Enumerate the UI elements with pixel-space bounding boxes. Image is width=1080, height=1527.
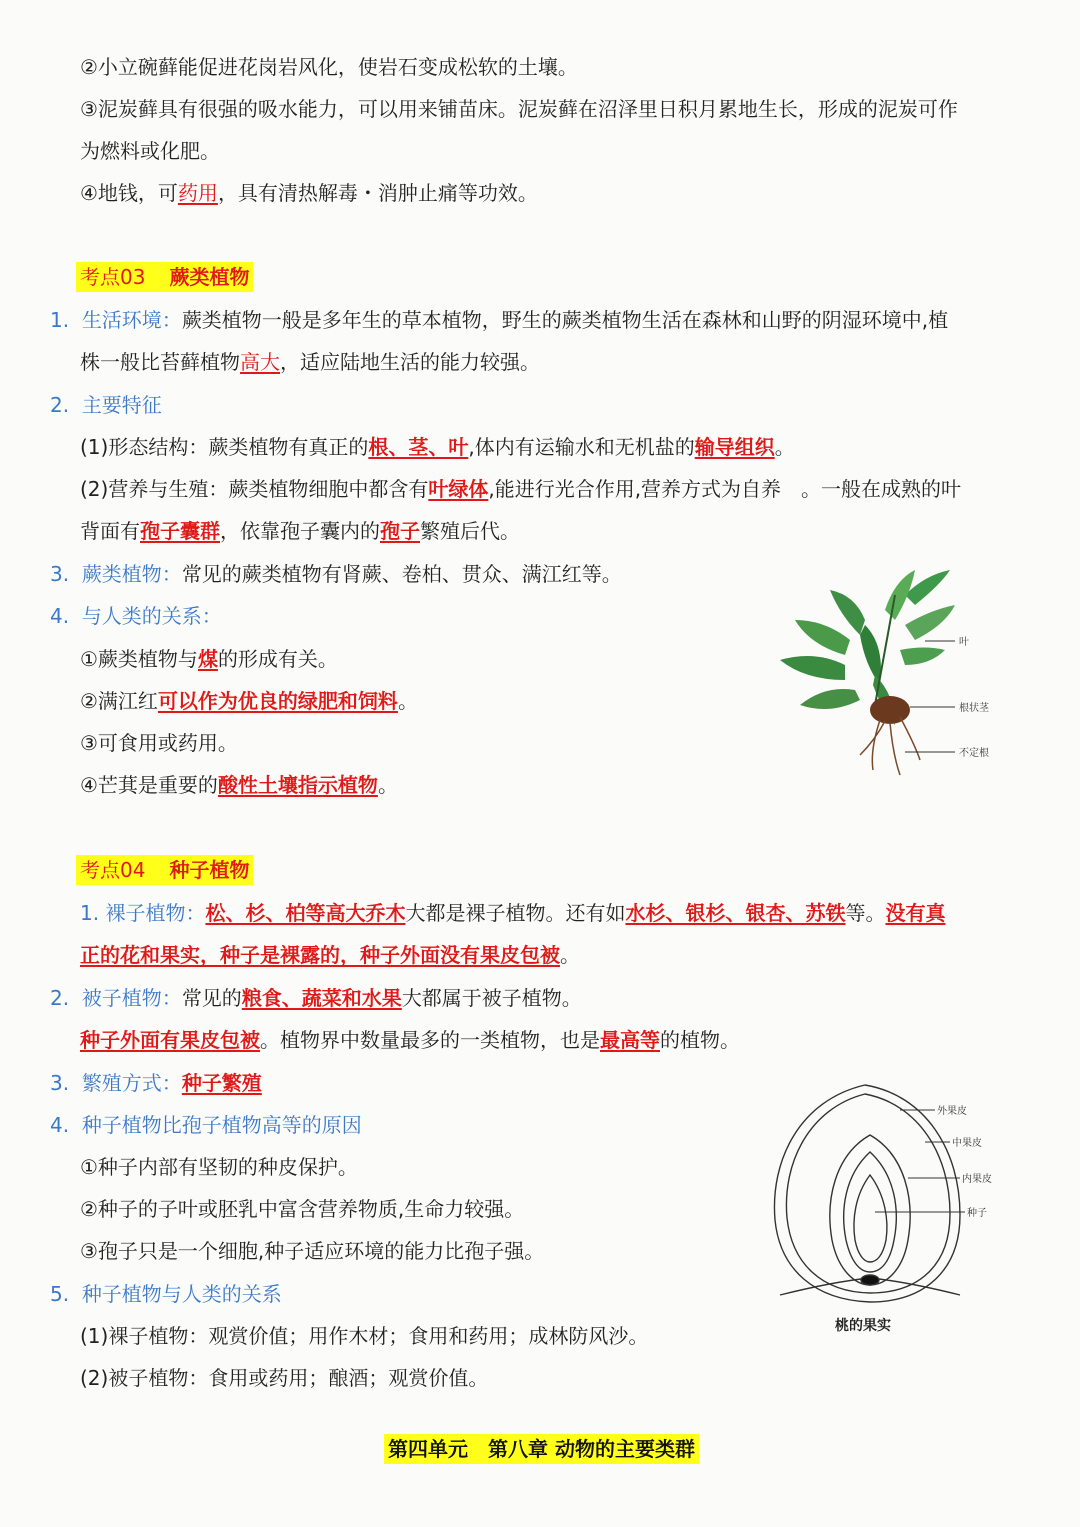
text-line: ③泥炭藓具有很强的吸水能力，可以用来铺苗床。泥炭藓在沼泽里日积月累地生长，形成的泥炭可作 [80, 97, 958, 121]
text: ②满江红 [80, 689, 158, 713]
item-number: 5. [50, 1282, 70, 1306]
label-endocarp: 内果皮 [962, 1174, 992, 1185]
key-term: 药用 [177, 181, 218, 205]
item-heading: 被子植物： [81, 986, 182, 1010]
text: 大都是裸子植物。还有如 [405, 901, 626, 925]
text-line [50, 1110, 362, 1140]
key-term: 煤 [197, 647, 218, 671]
section-title: 种子植物 [169, 858, 250, 882]
item-number: 1. [80, 901, 100, 925]
text-line [50, 601, 222, 631]
item-heading: 生活环境： [81, 308, 182, 332]
key-term: 松、杉、柏等高大乔木 [205, 901, 406, 925]
item-number: 4. [50, 1113, 70, 1137]
text: ，适应陆地生活的能力较强。 [280, 350, 540, 374]
text: (1)形态结构：蕨类植物有真正的 [80, 435, 369, 459]
text-line [80, 940, 580, 970]
key-term: 没有真 [885, 901, 946, 925]
text: ,能进行光合作用,营养方式为自养 。一般在成熟的叶 [488, 477, 962, 501]
text-line: (2)被子植物：食用或药用；酿酒；观赏价值。 [80, 1366, 489, 1390]
peach-fruit-figure [760, 1080, 1020, 1340]
text-line: ②种子的子叶或胚乳中富含营养物质,生命力较强。 [80, 1197, 525, 1221]
label-seed: 种子 [967, 1208, 987, 1219]
item-number: 4. [50, 604, 70, 628]
text: 。植物界中数量最多的一类植物，也是 [260, 1028, 600, 1052]
seed [854, 1175, 887, 1262]
text: ，依靠孢子囊内的 [220, 519, 380, 543]
text: ④地钱，可 [80, 181, 178, 205]
text-line [80, 686, 418, 716]
text-line [50, 305, 948, 335]
text: 。 [774, 435, 795, 459]
text-line [80, 178, 538, 208]
text: 。 [397, 689, 418, 713]
text-line [80, 644, 338, 674]
key-term: 可以作为优良的绿肥和饲料 [157, 689, 398, 713]
item-heading: 种子植物与人类的关系 [81, 1282, 282, 1306]
text-line [50, 1279, 282, 1309]
text-line [50, 390, 162, 420]
key-term: 正的花和果实，种子是裸露的，种子外面没有果皮包被 [80, 943, 560, 967]
item-number: 2. [50, 393, 70, 417]
text: 常见的 [181, 986, 242, 1010]
item-heading: 裸子植物： [105, 901, 206, 925]
key-term: 高大 [240, 350, 280, 374]
text-line [50, 1068, 262, 1098]
key-term: 酸性土壤指示植物 [217, 773, 378, 797]
text: 蕨类植物一般是多年生的草本植物，野生的蕨类植物生活在森林和山野的阴湿环境中,植 [181, 308, 949, 332]
middle-pericarp [786, 1094, 950, 1293]
key-term: 种子外面有果皮包被 [80, 1028, 260, 1052]
text: 大都属于被子植物。 [401, 986, 582, 1010]
key-term: 孢子 [380, 519, 420, 543]
label-exocarp: 外果皮 [937, 1106, 967, 1117]
text-line: ③可食用或药用。 [80, 731, 238, 755]
text: 。 [377, 773, 398, 797]
section-title: 蕨类植物 [169, 265, 250, 289]
label-mesocarp: 中果皮 [952, 1138, 982, 1149]
item-number: 1. [50, 308, 70, 332]
text: (2)营养与生殖：蕨类植物细胞中都含有 [80, 477, 429, 501]
text-line: (1)裸子植物：观赏价值；用作木材；食用和药用；成林防风沙。 [80, 1324, 649, 1348]
fern-figure [755, 565, 1005, 785]
text: 等。 [845, 901, 886, 925]
key-term: 叶绿体 [428, 477, 489, 501]
item-heading: 繁殖方式： [81, 1071, 182, 1095]
key-term: 粮食、蔬菜和水果 [241, 986, 402, 1010]
item-number: 3. [50, 1071, 70, 1095]
key-term: 种子繁殖 [181, 1071, 262, 1095]
text: ，具有清热解毒・消肿止痛等功效。 [217, 181, 538, 205]
text-line: ③孢子只是一个细胞,种子适应环境的能力比孢子强。 [80, 1239, 545, 1263]
text-line [80, 898, 945, 928]
text-line [80, 1025, 740, 1055]
text: 的植物。 [660, 1028, 740, 1052]
item-heading: 与人类的关系： [81, 604, 222, 628]
item-heading: 种子植物比孢子植物高等的原因 [81, 1113, 362, 1137]
text-line: 为燃料或化肥。 [80, 139, 220, 163]
fern-leaves [780, 570, 955, 725]
text: 的形成有关。 [217, 647, 338, 671]
item-number: 2. [50, 986, 70, 1010]
rhizome [860, 696, 920, 775]
text: ①蕨类植物与 [80, 647, 198, 671]
text-line: ①种子内部有坚韧的种皮保护。 [80, 1155, 358, 1179]
key-term: 最高等 [600, 1028, 660, 1052]
item-heading: 蕨类植物： [81, 562, 182, 586]
text-line [80, 432, 795, 462]
chapter-heading: 第四单元 第八章 动物的主要类群 [384, 1434, 699, 1464]
item-heading: 主要特征 [81, 393, 162, 417]
text-line: ②小立碗藓能促进花岗岩风化，使岩石变成松软的土壤。 [80, 55, 578, 79]
key-term: 根、茎、叶 [368, 435, 469, 459]
text: 株一般比苔藓植物 [80, 350, 240, 374]
key-term: 水杉、银杉、银杏、苏铁 [625, 901, 846, 925]
text-line [50, 559, 622, 589]
text: ,体内有运输水和无机盐的 [468, 435, 695, 459]
text-line [80, 516, 520, 546]
label-adventitious-root: 不定根 [959, 748, 989, 759]
key-term: 输导组织 [694, 435, 775, 459]
section-tag: 考点04 [80, 858, 146, 882]
label-leaf: 叶 [959, 637, 969, 648]
section-tag: 考点03 [80, 265, 146, 289]
section-header-03 [76, 262, 253, 292]
text-line [80, 770, 398, 800]
text: 繁殖后代。 [420, 519, 520, 543]
text: 常见的蕨类植物有肾蕨、卷柏、贯众、满江红等。 [181, 562, 622, 586]
text-line [50, 983, 582, 1013]
text: 。 [560, 943, 580, 967]
text: 背面有 [80, 519, 140, 543]
section-header-04 [76, 855, 253, 885]
item-number: 3. [50, 562, 70, 586]
text: ④芒萁是重要的 [80, 773, 218, 797]
key-term: 孢子囊群 [140, 519, 220, 543]
text-line [80, 347, 540, 377]
text-line [80, 474, 961, 504]
figure-caption: 桃的果实 [835, 1318, 891, 1334]
label-rhizome: 根状茎 [959, 703, 989, 714]
